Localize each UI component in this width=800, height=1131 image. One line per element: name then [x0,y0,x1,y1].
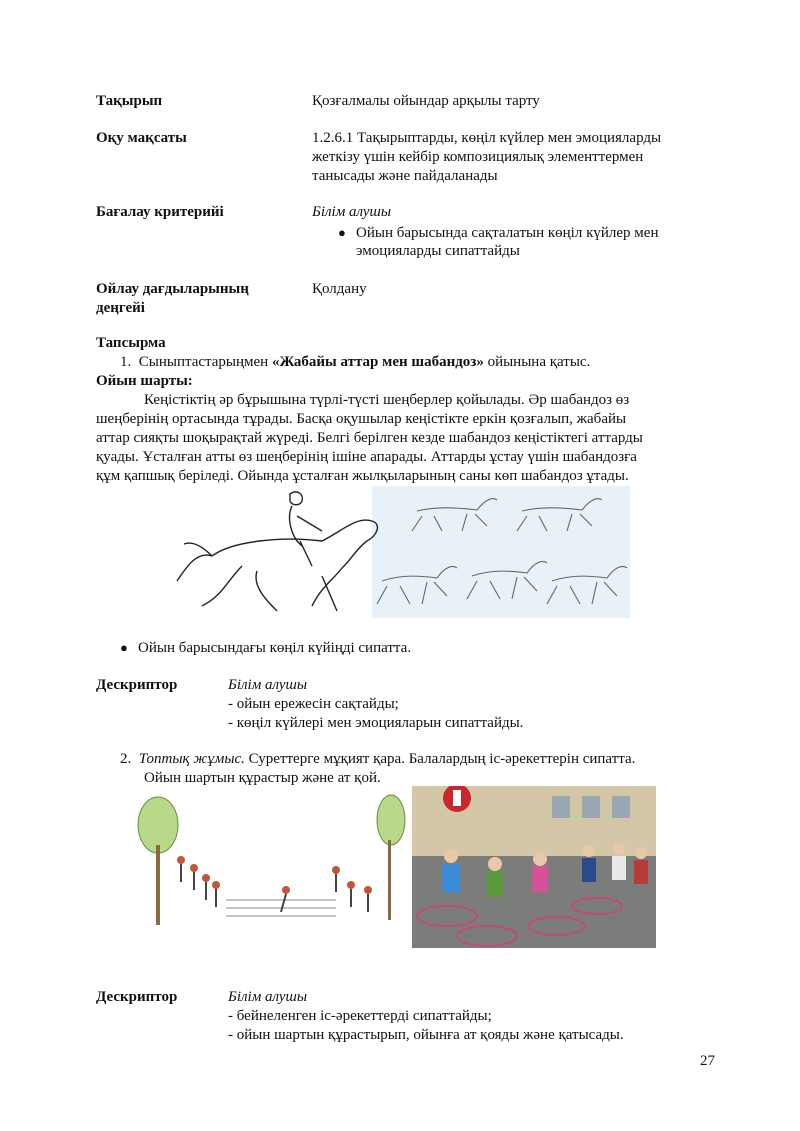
task1-game-name: «Жабайы аттар мен шабандоз» [271,354,484,370]
horses-illustration [172,486,630,618]
rules-line: құм қапшық беріледі. Ойында ұсталған жылқыларының саны көп шабандоз ұтады. [96,468,629,484]
criteria-bullet-1: Ойын барысында сақталатын көңіл күйлер мен [356,225,659,241]
task1-pre: Сыныптастарыңмен [138,354,272,370]
descriptor-item: - ойын шартын құрастырып, ойынға ат қояды және қатысады. [228,1027,624,1043]
kids-photo [412,786,656,948]
row-label-thinking-1: Ойлау дағдыларының [96,281,249,297]
row-value-goal-3: танысады және пайдаланады [312,168,498,184]
task2 [120,750,635,769]
row-value-criteria-italic: Білім алушы [312,204,392,220]
task1 [120,353,590,372]
criteria-bullet-2: эмоцияларды сипаттайды [356,243,520,259]
task1-num: 1. [120,354,132,370]
rules-line: Кеңістіктің әр бұрышына түрлі-түсті шеңберлер қойылады. Әр шабандоз өз [144,392,630,408]
task-heading: Тапсырма [96,335,166,351]
descriptor-label: Дескриптор [96,989,178,1005]
task2-text1: Суреттерге мұқият қара. Балалардың іс-әрекеттерін сипатта. [244,751,636,767]
rules-line: аттар сияқты шоқырақтай жүреді. Белгі берілген кезде шабандоз кеңістіктегі аттарды [96,430,643,446]
row-value-goal-1: 1.2.6.1 Тақырыптарды, көңіл күйлер мен эмоцияларды [312,130,662,146]
descriptor-item: - бейнеленген іс-әрекеттерді сипаттайды; [228,1008,492,1024]
task1-post: ойынына қатыс. [483,354,591,370]
row-value-goal-2: жеткізу үшін кейбір композициялық элементтермен [312,149,644,165]
task2-text2: Ойын шартын құрастыр және ат қой. [144,770,381,786]
rules-heading: Ойын шарты: [96,373,193,389]
descriptor-item: - ойын ережесін сақтайды; [228,696,399,712]
bullet-icon: ● [120,640,128,655]
task2-num: 2. [120,751,132,767]
row-value-thinking: Қолдану [312,281,367,297]
bullet-task-text: Ойын барысындағы көңіл күйіңді сипатта. [138,640,412,656]
descriptor-italic: Білім алушы [228,677,308,693]
bullet-item [338,223,658,243]
row-label-criteria: Бағалау критерийі [96,204,224,220]
row-label-goal: Оқу мақсаты [96,130,187,146]
row-label-topic: Тақырып [96,93,163,109]
page-number: 27 [700,1053,715,1069]
rules-line: шеңберінің ортасында тұрады. Басқа оқушылар кеңістікте еркін қозғалып, жабайы [96,411,627,427]
rules-line: қуады. Ұсталған атты өз шеңберінің ішіне апарады. Аттарды ұстау үшін шабандозға [96,449,637,465]
descriptor-italic: Білім алушы [228,989,308,1005]
descriptor-item: - көңіл күйлері мен эмоцияларын сипаттайды. [228,715,524,731]
bullet-task [120,638,411,658]
kids-drawing [136,790,406,930]
row-value-topic: Қозғалмалы ойындар арқылы тарту [312,93,540,109]
descriptor-label: Дескриптор [96,677,178,693]
row-label-thinking-2: деңгейі [96,300,145,316]
task2-italic: Топтық жұмыс. [138,751,245,767]
bullet-icon: ● [338,225,346,240]
